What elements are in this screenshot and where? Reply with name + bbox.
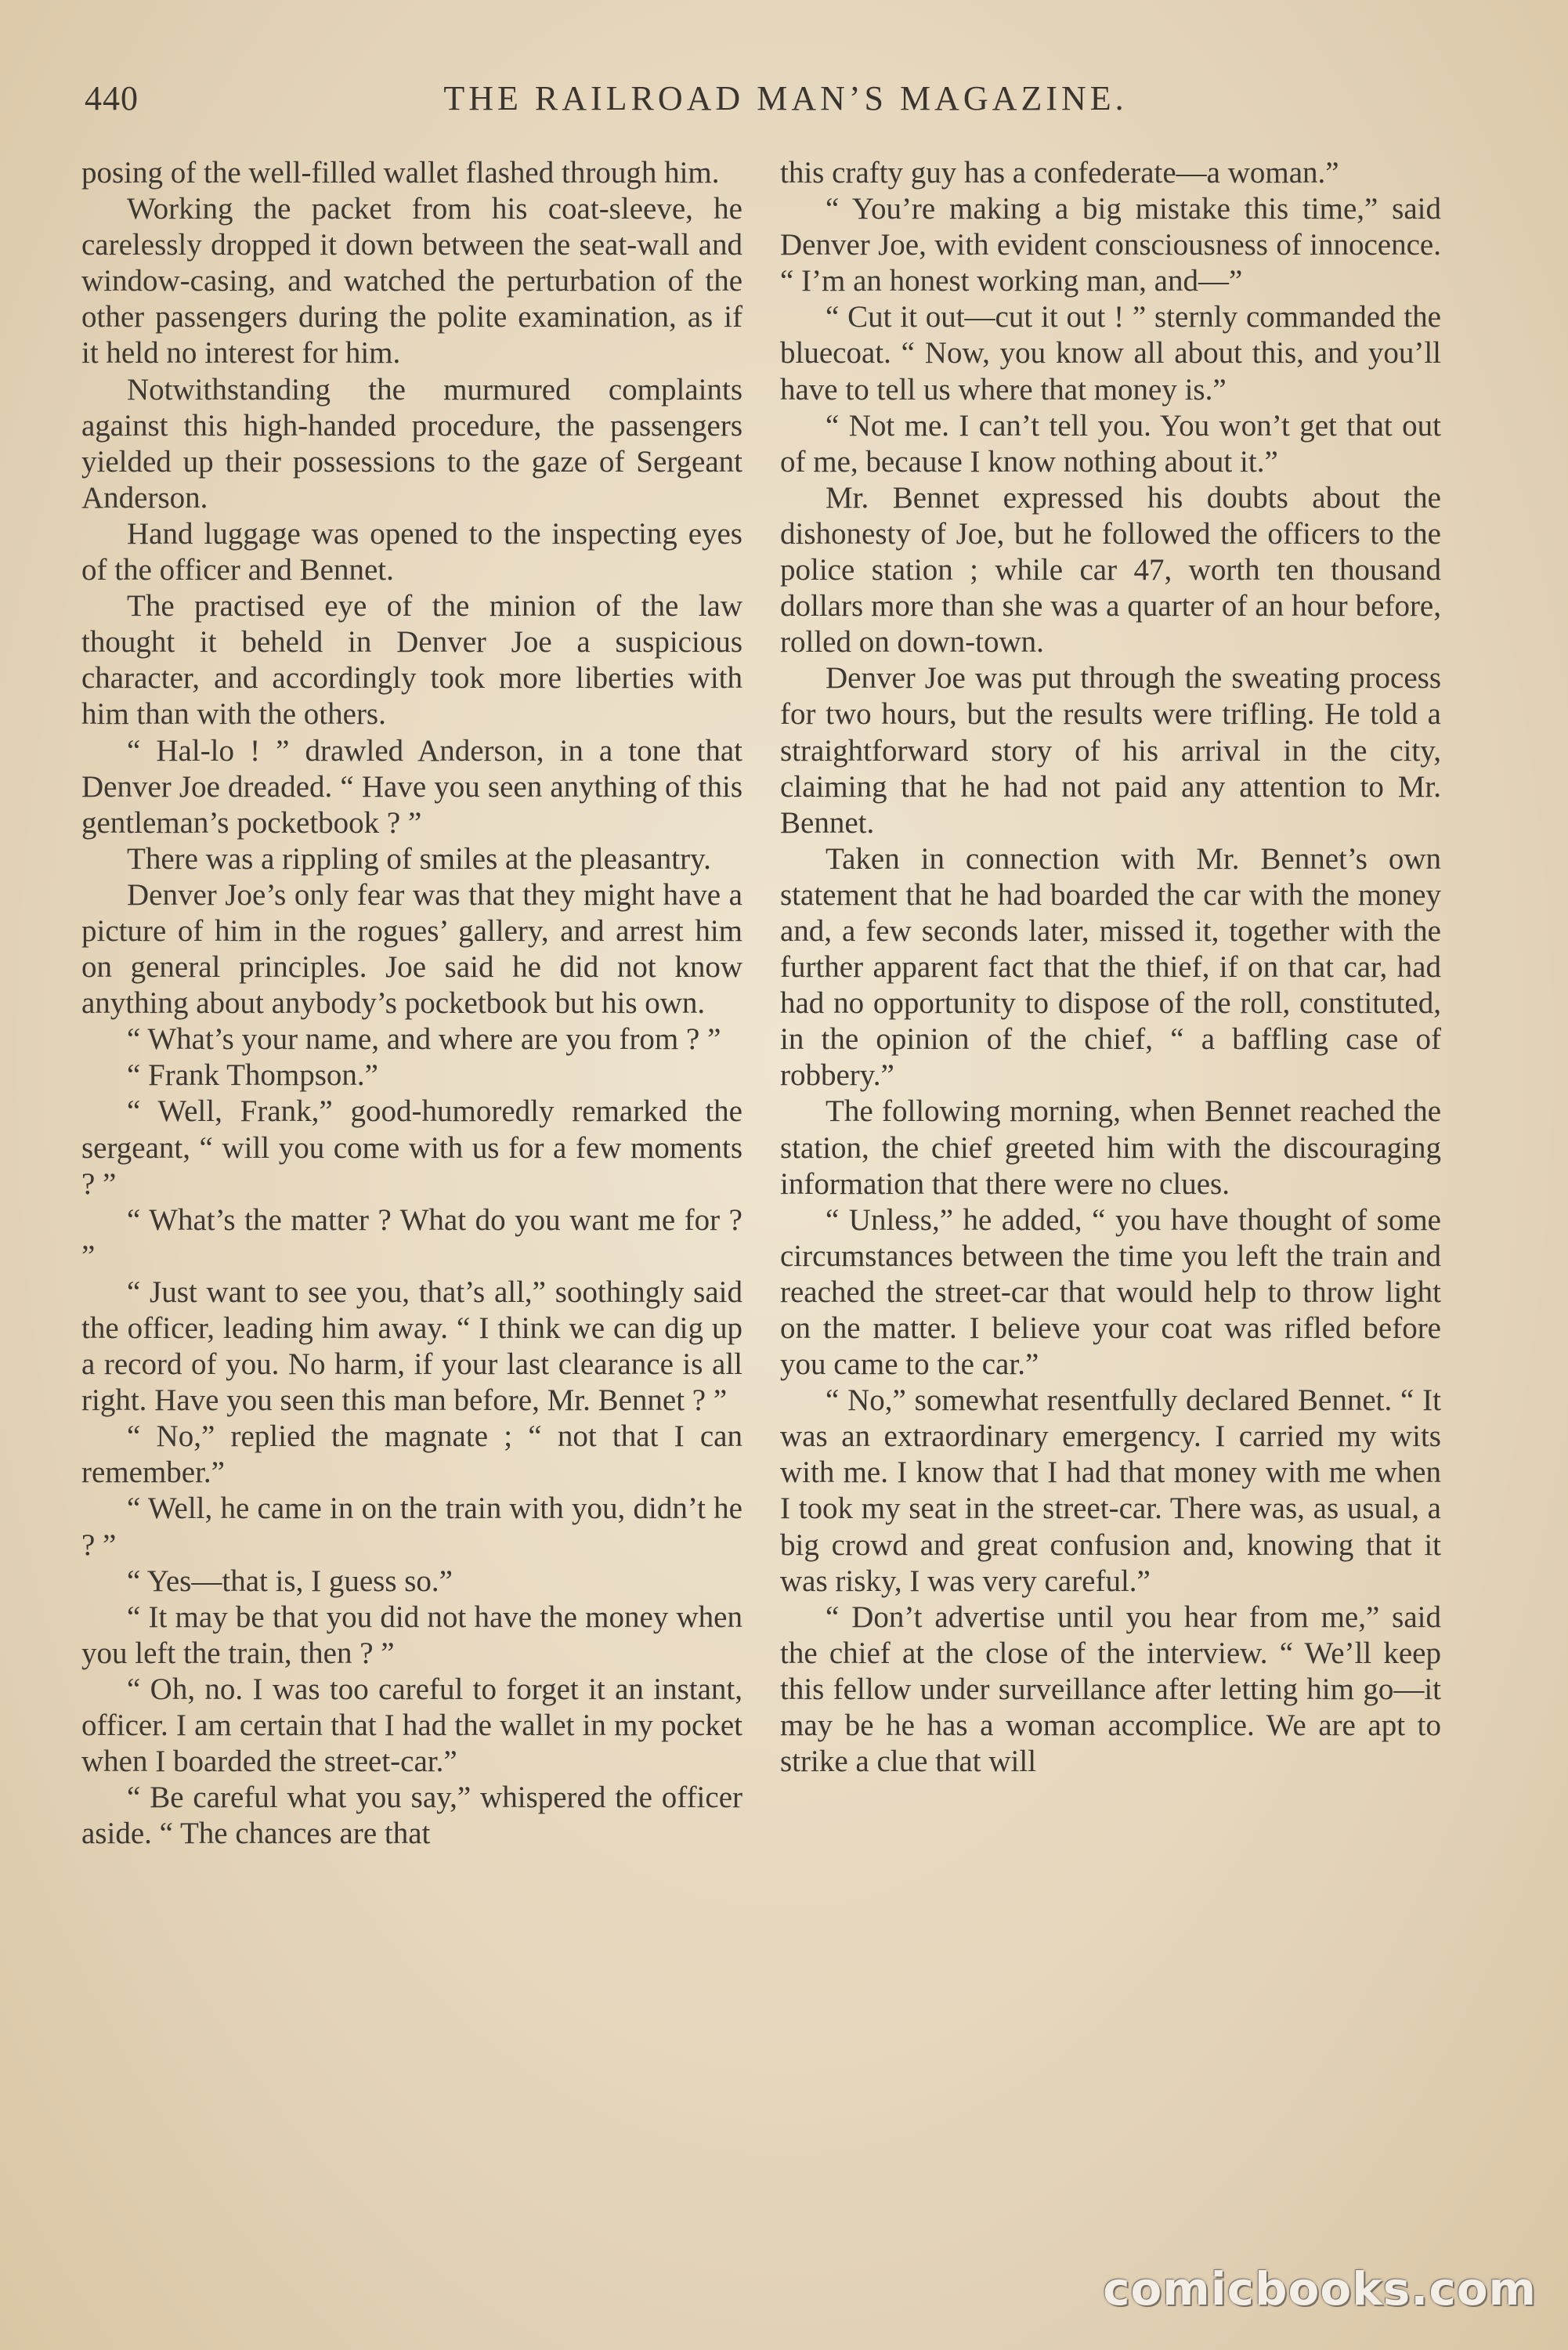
paragraph: The practised eye of the minion of the law thought it beheld in Denver Joe a suspicious character, and accordingly took more liberties with him than with the others. (81, 589, 742, 732)
paragraph: “ Hal-lo ! ” drawled Anderson, in a tone that Denver Joe dreaded. “ Have you seen anything of this gentleman’s pocketbook ? ” (81, 733, 742, 840)
page-header (85, 78, 1487, 125)
paragraph: “ Cut it out—cut it out ! ” sternly commanded the bluecoat. “ Now, you know all about this, and you’ll have to tell us where that money is.” (780, 300, 1441, 407)
paragraph: Denver Joe’s only fear was that they might have a picture of him in the rogues’ gallery, and arrest him on general principles. Joe said he did not know anything about anybody’s pocketbook but his own. (81, 877, 742, 1021)
paragraph: Taken in connection with Mr. Bennet’s own statement that he had boarded the car with the money and, a few seconds later, missed it, together with the further apparent fact that the thief, if on that car, had had no opportunity to dispose of the roll, constituted, in the opinion of the chief, “ a baffling case of robbery.” (780, 841, 1441, 1093)
paragraph: “ Oh, no. I was too careful to forget it an instant, officer. I am certain that I had the wallet in my pocket when I boarded the street-car.” (81, 1672, 742, 1779)
paragraph: “ No,” somewhat resentfully declared Bennet. “ It was an extraordinary emergency. I carried my wits with me. I know that I had that money with me when I took my seat in the street-car. There was, as usual, a big crowd and great confusion and, knowing that it was risky, I was very careful.” (780, 1383, 1441, 1598)
paragraph: this crafty guy has a confederate—a woman.” (780, 156, 1339, 190)
paragraph: Working the packet from his coat-sleeve, he carelessly dropped it down between the seat-wall and window-casing, and watched the perturbation of the other passengers during the polite examination, as if it held no interest for him. (81, 192, 742, 371)
paragraph: “ What’s the matter ? What do you want me for ? ” (81, 1202, 742, 1273)
paragraph: There was a rippling of smiles at the pleasantry. (127, 841, 711, 876)
paragraph: “ What’s your name, and where are you from ? ” (127, 1022, 721, 1057)
paragraph: “ Frank Thompson.” (127, 1058, 378, 1093)
paragraph: “ Don’t advertise until you hear from me,” said the chief at the close of the interview. “ We’ll keep this fellow under surveillance after letting him go—it may be he has a woman accomplice. We are apt to strike a clue that will (780, 1600, 1441, 1779)
paragraph: “ Not me. I can’t tell you. You won’t get that out of me, because I know nothing about it.” (780, 408, 1441, 479)
paragraph: Denver Joe was put through the sweating process for two hours, but the results were trifling. He told a straightforward story of his arrival in the city, claiming that he had not paid any attention to Mr. Bennet. (780, 661, 1441, 840)
paragraph: “ You’re making a big mistake this time,” said Denver Joe, with evident consciousness of innocence. “ I’m an honest working man, and—” (780, 192, 1441, 298)
left-text-column (81, 155, 742, 1852)
paragraph: Hand luggage was opened to the inspecting eyes of the officer and Bennet. (81, 516, 742, 588)
paragraph: “ Well, Frank,” good-humoredly remarked the sergeant, “ will you come with us for a few moments ? ” (81, 1094, 742, 1201)
paragraph: “ Well, he came in on the train with you, didn’t he ? ” (81, 1491, 742, 1562)
watermark: comicbooks.com (1103, 2262, 1537, 2316)
paragraph: “ It may be that you did not have the money when you left the train, then ? ” (81, 1600, 742, 1670)
running-title: THE RAILROAD MAN’S MAGAZINE. (443, 79, 1128, 118)
paragraph: “ Just want to see you, that’s all,” soothingly said the officer, leading him away. “ I think we can dig up a record of you. No harm, if your last clearance is all right. Have you seen this man before, Mr. Bennet ? ” (81, 1274, 742, 1418)
paragraph: “ Unless,” he added, “ you have thought of some circumstances between the time you left the train and reached the street-car that would help to throw light on the matter. I believe your coat was rifled before you came to the car.” (780, 1202, 1441, 1382)
paragraph: “ Yes—that is, I guess so.” (127, 1564, 453, 1598)
right-text-column (780, 155, 1441, 1780)
paragraph: “ No,” replied the magnate ; “ not that I can remember.” (81, 1419, 742, 1490)
paragraph: Mr. Bennet expressed his doubts about the dishonesty of Joe, but he followed the officers to the police station ; while car 47, worth ten thousand dollars more than she was a quarter of an hour before, rolled on down-town. (780, 480, 1441, 660)
paragraph: “ Be careful what you say,” whispered the officer aside. “ The chances are that (81, 1781, 742, 1851)
paragraph: posing of the well-filled wallet flashed through him. (81, 156, 720, 190)
paragraph: The following morning, when Bennet reached the station, the chief greeted him with the discouraging information that there were no clues. (780, 1094, 1441, 1201)
page-number: 440 (85, 79, 139, 118)
paragraph: Notwithstanding the murmured complaints against this high-handed procedure, the passengers yielded up their possessions to the gaze of Sergeant Anderson. (81, 372, 742, 515)
